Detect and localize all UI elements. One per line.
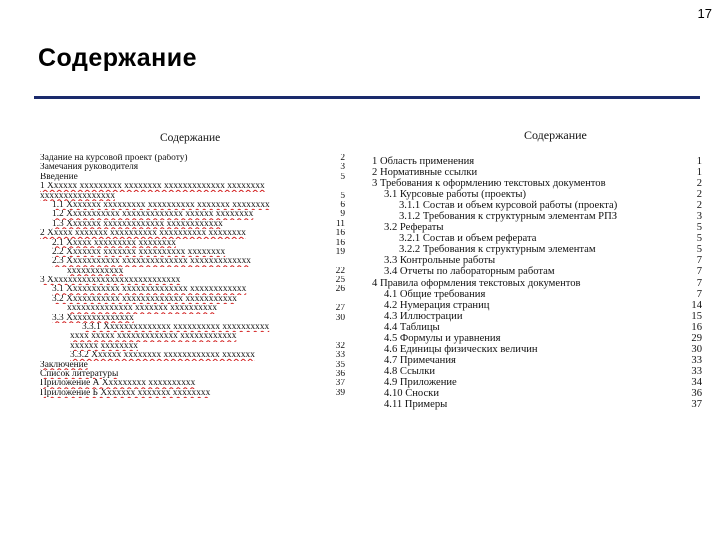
toc-entry-page: 30 [691,343,702,355]
toc-entry-title: 4.7 Примечания [384,354,456,366]
toc-entry-page: 26 [335,285,345,295]
toc-entry-page: 27 [335,304,345,314]
toc-entry [372,366,702,377]
toc-entry-title: 4.1 Общие требования [384,288,486,300]
toc-entry-title: 3.1 Ххххххххххх хххххххххххххх хххххххххххх [52,285,247,295]
toc-entry-title: хххх ххххх ххххххххххххх хххххххххххх [70,332,237,342]
toc-entry [40,257,345,266]
toc-entry-title: 2.1 Ххххх ххххххххх хххххххх [52,238,176,248]
toc-entry-title: 1.2 Ххххххххххх ххххххххххххх хххххх хххххххх [52,210,254,220]
toc-entry-page: 33 [335,351,345,361]
toc-entry [40,379,345,388]
toc-entry-title: 3.2.2 Требования к структурным элементам [399,244,596,256]
toc-entry [40,220,345,229]
toc-entry [40,304,345,313]
toc-entry-title: 2 Нормативные ссылки [372,167,478,179]
toc-entry [40,267,345,276]
toc-entry [372,211,702,222]
toc-entry-page: 14 [691,299,702,311]
toc-entry [372,289,702,300]
toc-entry-page: 7 [696,288,702,300]
toc-entry-title: хххххххххххххххх [40,191,115,201]
toc-entry-title: 1.1 Ххххххх ххххххххх хххххххххх ххххххх хххххххх [52,200,270,210]
toc-entry-page: 2 [696,189,702,201]
toc-entry [372,156,702,167]
toc-entry-page: 3 [340,163,345,173]
toc-entry-page: 2 [696,200,702,212]
toc-entry-title: 4 Правила оформления текстовых документов [372,277,581,289]
toc-entry-title: 4.8 Ссылки [384,365,436,377]
toc-entry-title: 4.5 Формулы и уравнения [384,332,501,344]
toc-entry-page: 11 [335,219,345,229]
toc-entry-page: 39 [335,388,345,398]
toc-entry-page: 33 [691,354,702,366]
toc-entry-title: 2 Ххххх ххххххх хххххххххх хххххххххх хххххххх [40,229,246,239]
toc-entry-title: 3.3 Контрольные работы [384,255,496,267]
toc-entry [372,222,702,233]
toc-entry [372,322,702,333]
slide-title: Содержание [38,44,198,72]
toc-entry [372,255,702,266]
toc-entry-page: 1 [696,156,702,167]
toc-entry [40,342,345,351]
toc-entry-title: Список литературы [40,369,119,379]
toc-entry-title: 4.10 Сноски [384,387,440,399]
toc-entry-title: Введение [40,172,78,182]
toc-entry-title: 3.2.1 Состав и объем реферата [399,233,537,245]
toc-entry-page: 32 [335,341,345,351]
toc-entry-title: хххххххххххх [67,266,124,276]
toc-entry-page: 7 [696,277,702,289]
toc-entry-title: хххххх хххххххх [70,341,138,351]
toc-entry-page: 5 [696,244,702,256]
title-underline-rule [34,96,700,99]
left-toc-heading: Содержание [160,132,221,144]
toc-entry-page: 33 [691,365,702,377]
toc-entry [40,323,345,332]
toc-entry-title: 3.3.1 Хххххххххххххх хххххххххх хххххххххх [82,323,270,333]
toc-entry [372,355,702,366]
toc-entry-title: 4.6 Единицы физических величин [384,343,538,355]
toc-entry [372,377,702,388]
left-toc-list [40,154,345,398]
toc-entry-page: 34 [691,376,702,388]
toc-entry [372,300,702,311]
toc-entry [372,178,702,189]
toc-entry-page: 16 [335,229,345,239]
toc-entry [372,388,702,399]
toc-entry-page: 29 [691,332,702,344]
toc-entry [40,154,345,163]
toc-entry-title: 1 Область применения [372,156,475,167]
toc-entry-title: 3 Требования к оформлению текстовых документов [372,178,606,190]
toc-entry-page: 37 [335,379,345,389]
toc-entry-page: 36 [335,369,345,379]
toc-entry-page: 30 [335,313,345,323]
toc-entry [372,399,702,410]
toc-entry-page: 5 [696,222,702,234]
toc-entry-page: 19 [335,247,345,257]
toc-entry-page: 37 [691,399,702,411]
toc-entry [40,192,345,201]
toc-entry [40,351,345,360]
toc-entry [40,361,345,370]
toc-entry-title: 3.1.1 Состав и объем курсовой работы (проекта) [399,200,618,212]
toc-entry [40,332,345,341]
toc-entry-title: 4.4 Таблицы [384,321,440,333]
toc-entry-title: 3 Хххххххххххххххххххххххххххх [40,276,181,286]
toc-entry [372,167,702,178]
toc-entry-page: 1 [696,167,702,179]
toc-entry-page: 25 [335,276,345,286]
toc-entry-page: 5 [340,172,345,182]
toc-entry-page: 36 [691,387,702,399]
toc-entry-page: 6 [340,200,345,210]
right-toc-sample [372,126,702,476]
toc-entry-page: 7 [696,266,702,278]
toc-entry-title: 3.2 Ххххххххххх ххххххххххххх ххххххххххх [52,294,237,304]
toc-entry-page: 9 [340,210,345,220]
toc-entry [40,173,345,182]
page-number: 17 [697,6,712,21]
toc-entry-title: 3.1.2 Требования к структурным элементам РПЗ [399,211,618,223]
toc-entry-page: 7 [696,255,702,267]
toc-entry-page: 2 [696,178,702,190]
toc-entry [40,201,345,210]
toc-entry [40,163,345,172]
toc-entry-title: 3.2 Рефераты [384,222,444,234]
toc-entry-page: 16 [691,321,702,333]
toc-entry-page: 16 [335,238,345,248]
toc-entry-title: Задание на курсовой проект (работу) [40,154,188,163]
toc-entry-title: 4.2 Нумерация страниц [384,299,490,311]
toc-entry [372,311,702,322]
toc-entry [40,229,345,238]
toc-entry-title: 4.9 Приложение [384,376,457,388]
toc-entry-page: 22 [335,266,345,276]
left-toc-sample [40,130,345,470]
toc-entry-title: 2.2 Ххххххх ххххххх хххххххххх хххххххх [52,247,226,257]
toc-entry-title: 4.3 Иллюстрации [384,310,463,322]
toc-entry [40,239,345,248]
toc-entry-title: Приложение Б Ххххххх ххххххх хххххххх [40,388,211,398]
toc-entry-page: 5 [340,191,345,201]
right-toc-list [372,156,702,410]
toc-entry [40,314,345,323]
toc-entry-page: 2 [340,154,345,163]
toc-entry-title: Замечания руководителя [40,163,139,173]
toc-entry-title: 3.3.2 Хххххх хххххххх хххххххххххх ххххххх [70,351,255,361]
toc-entry [40,182,345,191]
toc-entry-page: 35 [335,360,345,370]
toc-entry [40,276,345,285]
toc-entry [372,333,702,344]
toc-entry-title: 4.11 Примеры [384,399,448,411]
toc-entry-title: Приложение А Ххххххххх хххххххххх [40,379,196,389]
toc-entry [40,370,345,379]
toc-entry [40,210,345,219]
toc-entry-title: 1.3 Ххххххх ххххххххххххх хххххххххххх [52,219,223,229]
right-toc-heading: Содержание [524,128,587,142]
toc-entry [372,233,702,244]
toc-entry [372,189,702,200]
toc-entry [40,285,345,294]
toc-entry-page: 5 [696,233,702,245]
toc-entry [372,344,702,355]
toc-entry [40,389,345,398]
toc-entry [40,248,345,257]
toc-entry-title: 3.1 Курсовые работы (проекты) [384,189,527,201]
toc-entry [372,278,702,289]
toc-entry-page: 3 [696,211,702,223]
toc-entry [372,200,702,211]
toc-entry-title: 3.3 Хххххххххххххх [52,313,134,323]
toc-entry-title: 2.3 Ххххххххххх хххххххххххххх ххххххххххххх [52,257,251,267]
toc-entry [40,295,345,304]
toc-entry-title: хххххххххххххх ххххххх хххххххххх [67,304,217,314]
toc-entry-title: Заключение [40,360,88,370]
toc-entry-page: 15 [691,310,702,322]
toc-entry [372,244,702,255]
toc-entry-title: 3.4 Отчеты по лабораторным работам [384,266,555,278]
toc-entry-title: 1 Хххххх ххххххххх хххххххх ххххххххххххх хххххххх [40,182,265,192]
toc-entry [372,266,702,277]
